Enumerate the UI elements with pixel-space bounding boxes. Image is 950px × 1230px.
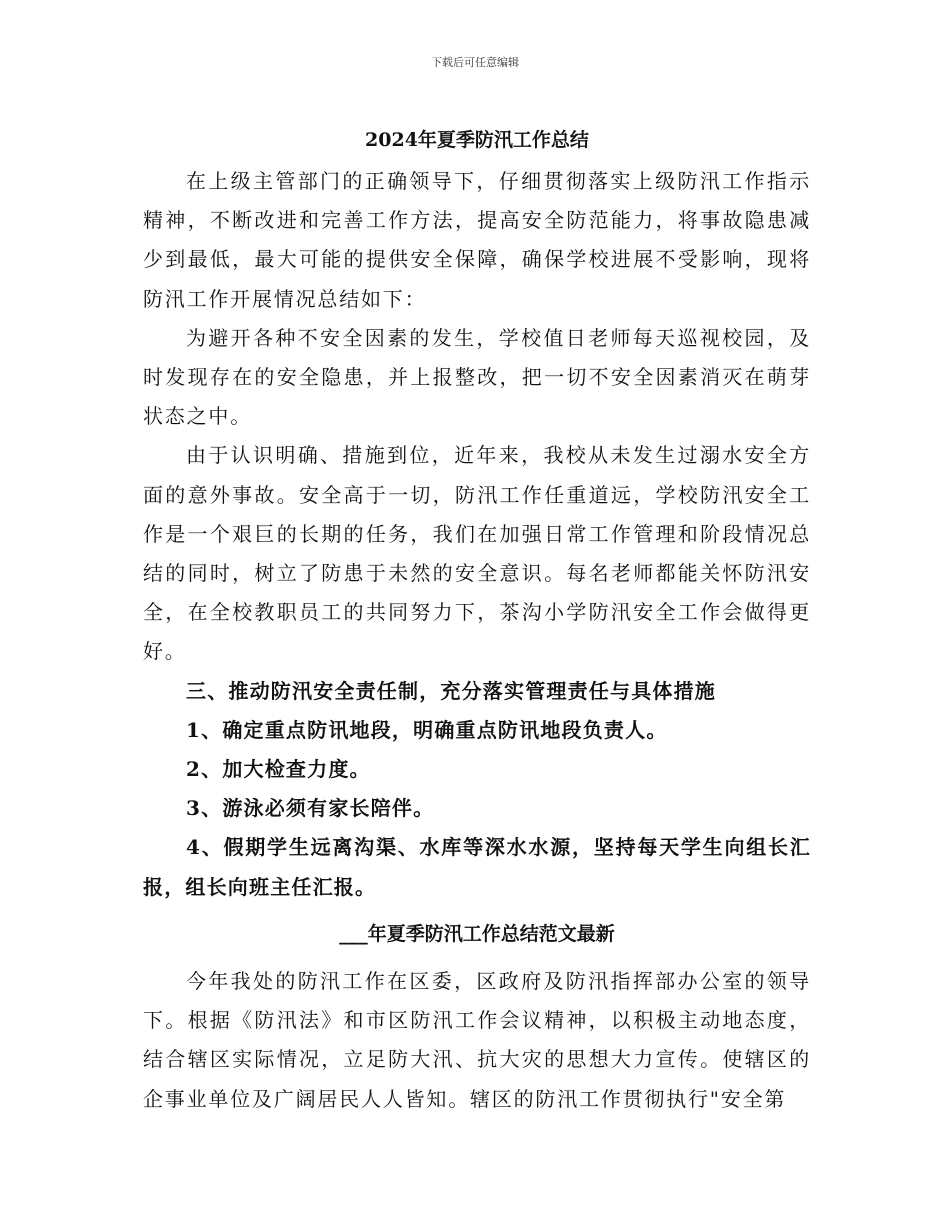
second-article-title [143, 915, 811, 954]
measure-item: 2、加大检查力度。 [186, 757, 371, 782]
measure-item: 3、游泳必须有家长陪伴。 [186, 796, 435, 821]
paragraph-safety: 由于认识明确、措施到位，近年来，我校从未发生过溺水安全方面的意外事故。安全高于一切，防汛工作任重道远，学校防汛安全工作是一个艰巨的长期的任务，我们在加强日常工作管理和阶段情况总结的同时，树立了防患于未然的安全意识。每名老师都能关怀防汛安全，在全校教职员工的共同努力下，茶沟小学防汛安全工作会做得更好。 [143, 443, 811, 664]
second-article-title-text: 年夏季防汛工作总结范文最新 [367, 922, 615, 945]
section-heading: 三、推动防汛安全责任制，充分落实管理责任与具体措施 [186, 678, 716, 703]
document-title: 2024年夏季防汛工作总结 [365, 129, 589, 151]
paragraph-inspection: 为避开各种不安全因素的发生，学校值日老师每天巡视校园，及时发现存在的安全隐患，并上报整改，把一切不安全因素消灭在萌芽状态之中。 [143, 325, 811, 429]
document-body [143, 118, 811, 1119]
measure-item: 1、确定重点防讯地段，明确重点防讯地段负责人。 [186, 717, 668, 742]
measure-item: 4、假期学生远离沟渠、水库等深水水源，坚持每天学生向组长汇报，组长向班主任汇报。 [143, 835, 811, 899]
paragraph-second-article: 今年我处的防汛工作在区委，区政府及防汛指挥部办公室的领导下。根据《防汛法》和市区防汛工作会议精神，以积极主动地态度，结合辖区实际情况，立足防大汛、抗大灾的思想大力宣传。使辖区的企事业单位及广阔居民人人皆知。辖区的防汛工作贯彻执行"安全第 [143, 969, 811, 1111]
header-note: 下载后可任意编辑 [431, 56, 519, 69]
year-blank: ___ [339, 922, 368, 945]
paragraph-intro: 在上级主管部门的正确领导下，仔细贯彻落实上级防汛工作指示精神，不断改进和完善工作方法，提高安全防范能力，将事故隐患减少到最低，最大可能的提供安全保障，确保学校进展不受影响，现将防汛工作开展情况总结如下： [143, 169, 811, 311]
